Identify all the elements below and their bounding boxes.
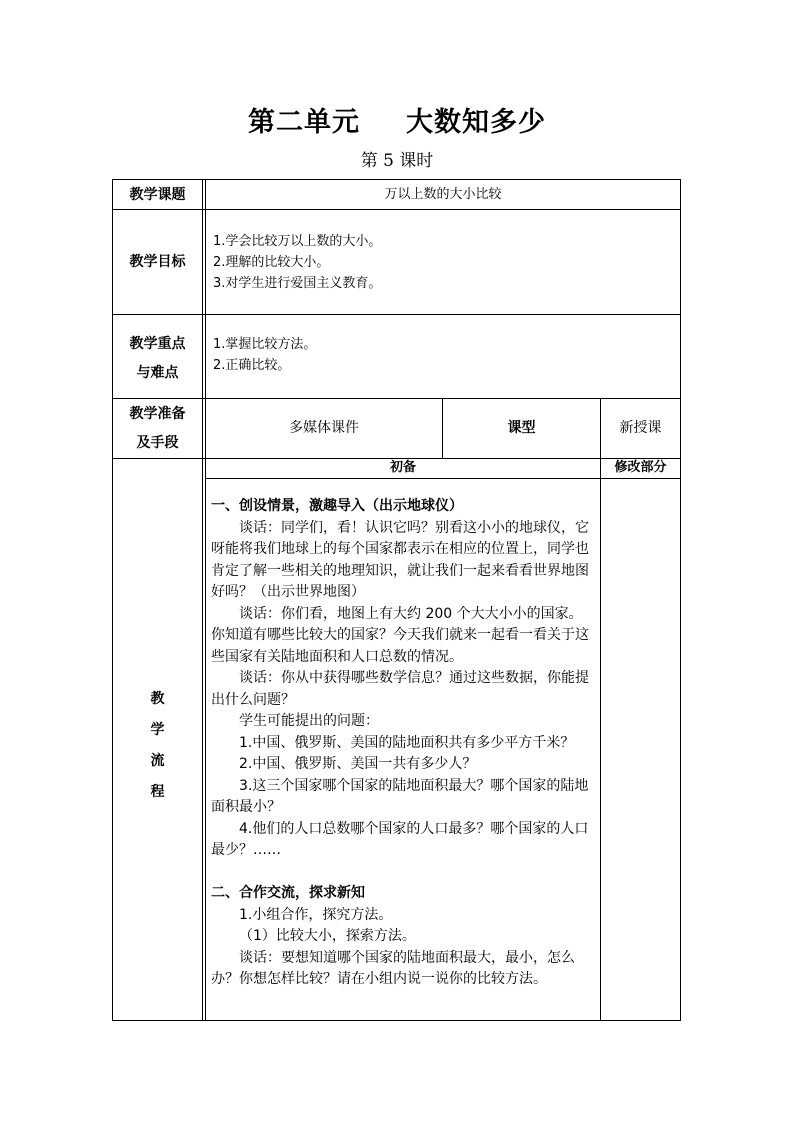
section-heading: 一、创设情景，激趣导入（出示地球仪）	[211, 498, 463, 514]
question-item: 1.中国、俄罗斯、美国的陆地面积共有多少平方千米？	[239, 734, 575, 751]
topic-label: 教学课题	[129, 187, 186, 203]
paragraph: 谈话：你从中获得哪些数学信息？通过这些数据，你能提出什么问题？	[211, 670, 589, 708]
row-divider	[205, 478, 681, 479]
row-divider	[112, 398, 681, 399]
row-divider	[112, 314, 681, 315]
paragraph: 谈话：要想知道哪个国家的陆地面积最大，最小，怎么办？你想怎样比较？请在小组内说一说你的比较方法。	[211, 949, 575, 987]
key-point-item: 1.掌握比较方法。	[213, 337, 317, 352]
unit-number: 第二单元	[248, 107, 360, 138]
paragraph: 谈话：同学们，看！认识它吗？别看这小小的地球仪，它呀能将我们地球上的每个国家都表示在相应的位置上，同学也肯定了解一些相关的地理知识，就让我们一起来看看世界地图好吗？（出示世界地图）	[211, 519, 589, 600]
table-border-top	[112, 179, 681, 180]
revise-column-header: 修改部分	[614, 460, 667, 475]
paragraph: 1.小组合作，探究方法。	[239, 906, 393, 923]
prep-label: 教学准备 及手段	[129, 406, 186, 451]
flow-label: 教 学 流 程	[150, 691, 165, 800]
goals-label: 教学目标	[129, 254, 186, 270]
key-points-list	[213, 334, 593, 376]
section-heading: 二、合作交流，探求新知	[211, 885, 365, 901]
table-border-left	[112, 179, 113, 1021]
question-item: 3.这三个国家哪个国家的陆地面积最大？哪个国家的陆地面积最小？	[211, 777, 589, 815]
table-border-right	[680, 179, 681, 1021]
cell-divider	[600, 458, 601, 1021]
goals-list	[213, 231, 593, 294]
label-column-divider-b	[205, 179, 206, 1021]
key-points-label: 教学重点 与难点	[129, 336, 186, 381]
label-column-divider-a	[202, 179, 203, 1021]
lesson-type-label: 课型	[507, 420, 536, 436]
topic-value: 万以上数的大小比较	[384, 187, 502, 202]
page-title	[0, 100, 794, 139]
paragraph: （1）比较大小，探索方法。	[239, 928, 416, 944]
question-item: 4.他们的人口总数哪个国家的人口最多？哪个国家的人口最少？……	[211, 820, 589, 858]
lesson-number: 第 5 课时	[360, 151, 434, 171]
row-divider	[112, 209, 681, 210]
question-item: 2.中国、俄罗斯、美国一共有多少人？	[239, 756, 477, 772]
table-border-bottom	[112, 1020, 681, 1021]
prep-value: 多媒体课件	[289, 420, 359, 436]
goal-item: 1.学会比较万以上数的大小。	[213, 234, 382, 249]
draft-column-header: 初备	[389, 460, 416, 475]
key-point-item: 2.正确比较。	[213, 358, 291, 373]
goal-item: 3.对学生进行爱国主义教育。	[213, 276, 382, 291]
lesson-type-value: 新授课	[619, 420, 662, 436]
lesson-flow-content	[211, 496, 596, 991]
paragraph: 学生可能提出的问题：	[239, 713, 379, 729]
paragraph: 谈话：你们看，地图上有大约 200 个大大小小的国家。你知道有哪些比较大的国家？今天我们就来一起看一看关于这些国家有关陆地面积和人口总数的情况。	[211, 605, 589, 665]
goal-item: 2.理解的比较大小。	[213, 255, 330, 270]
unit-title: 大数知多少	[406, 107, 546, 138]
